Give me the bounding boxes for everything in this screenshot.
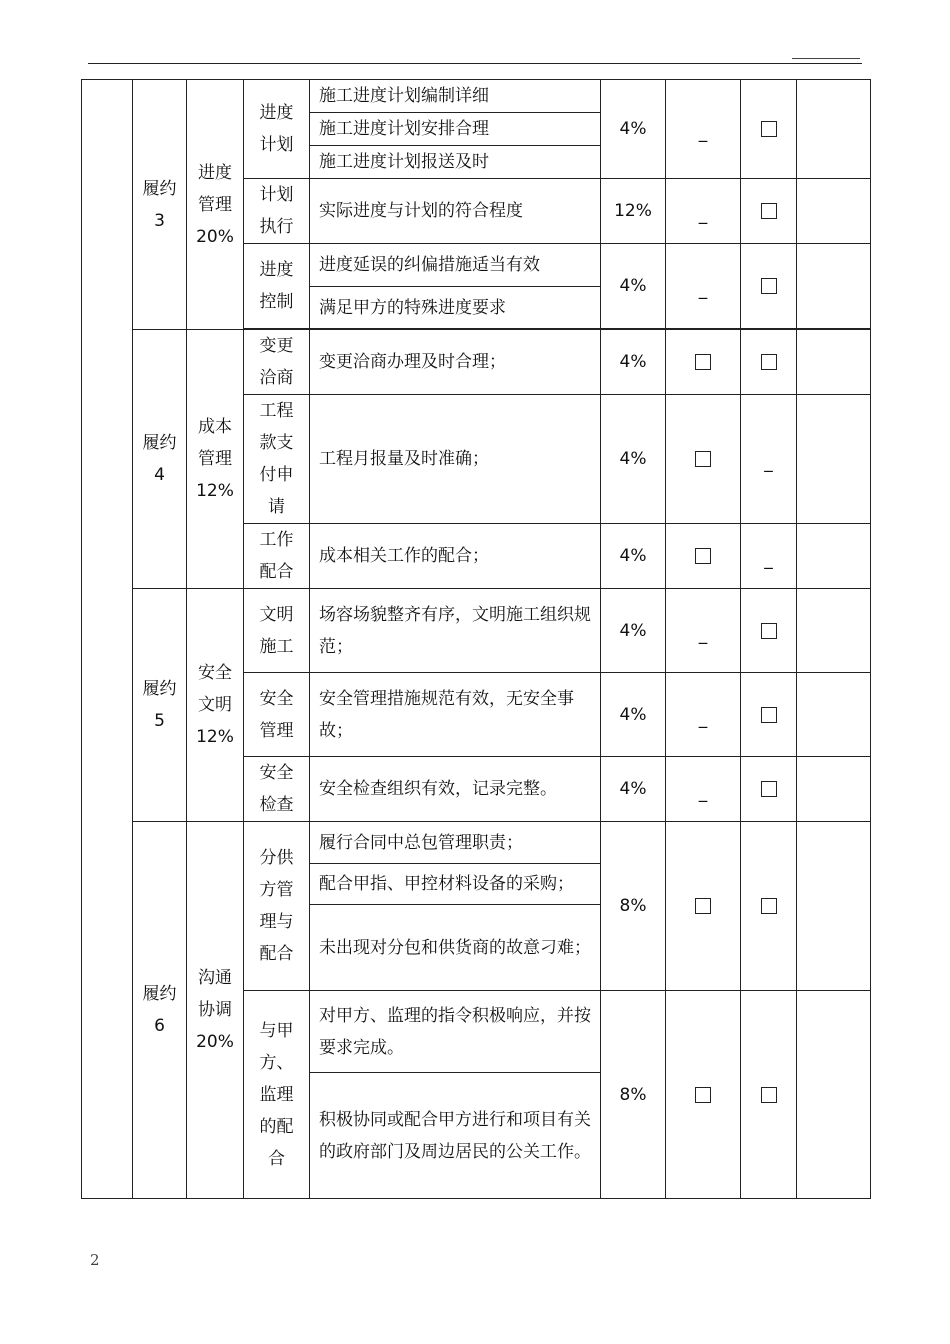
sub-criterion-cell: 安全管理	[244, 673, 310, 757]
category-cell: 沟通协调20%	[187, 822, 244, 1199]
sub-criterion-cell: 分供方管理与配合	[244, 822, 310, 991]
criterion-item: 未出现对分包和供货商的故意刁难；	[310, 905, 601, 991]
mark-cell-dash	[666, 589, 741, 673]
checkbox[interactable]	[695, 354, 711, 370]
stage-cell: 履约3	[133, 80, 187, 330]
sub-criterion-cell: 文明施工	[244, 589, 310, 673]
sub-criterion-cell: 工程款支付申请	[244, 395, 310, 524]
category-cell: 安全文明12%	[187, 589, 244, 822]
dash-mark: _	[698, 205, 708, 225]
blank-trailing-cell	[797, 244, 871, 329]
stage-cell: 履约6	[133, 822, 187, 1199]
mark-cell-checkbox	[741, 179, 797, 244]
dash-mark: _	[698, 280, 708, 300]
criterion-item: 成本相关工作的配合；	[310, 524, 601, 589]
sub-criterion-cell: 工作配合	[244, 524, 310, 589]
criterion-item: 满足甲方的特殊进度要求	[310, 287, 601, 329]
weight-cell: 4%	[601, 80, 666, 179]
sub-criterion-cell: 变更洽商	[244, 330, 310, 395]
criterion-item: 施工进度计划编制详细	[310, 80, 601, 113]
mark-cell-checkbox	[741, 80, 797, 179]
mark-cell-checkbox	[741, 330, 797, 395]
criterion-item: 安全管理措施规范有效，无安全事故；	[310, 673, 601, 757]
weight-cell: 4%	[601, 673, 666, 757]
sub-criterion-cell: 进度计划	[244, 80, 310, 179]
stage-cell: 履约5	[133, 589, 187, 822]
criterion-item: 施工进度计划安排合理	[310, 113, 601, 146]
checkbox[interactable]	[695, 451, 711, 467]
category-cell: 成本管理12%	[187, 330, 244, 589]
mark-cell-dash	[666, 673, 741, 757]
checkbox[interactable]	[761, 354, 777, 370]
weight-cell: 4%	[601, 395, 666, 524]
dash-mark: _	[698, 783, 708, 803]
blank-trailing-cell	[797, 179, 871, 244]
blank-trailing-cell	[797, 80, 871, 179]
checkbox[interactable]	[761, 1087, 777, 1103]
criterion-item: 施工进度计划报送及时	[310, 146, 601, 179]
criterion-item: 安全检查组织有效，记录完整。	[310, 757, 601, 822]
blank-trailing-cell	[797, 589, 871, 673]
weight-cell: 12%	[601, 179, 666, 244]
checkbox[interactable]	[761, 121, 777, 137]
mark-cell-checkbox	[741, 589, 797, 673]
blank-trailing-cell	[797, 673, 871, 757]
checkbox[interactable]	[761, 707, 777, 723]
blank-trailing-cell	[797, 991, 871, 1199]
mark-cell-dash	[666, 757, 741, 822]
weight-cell: 4%	[601, 330, 666, 395]
criterion-item: 场容场貌整齐有序，文明施工组织规范；	[310, 589, 601, 673]
criterion-item: 变更洽商办理及时合理；	[310, 330, 601, 395]
criterion-item: 实际进度与计划的符合程度	[310, 179, 601, 244]
checkbox[interactable]	[761, 278, 777, 294]
mark-cell-dash	[741, 395, 797, 524]
mark-cell-checkbox	[666, 395, 741, 524]
weight-cell: 4%	[601, 244, 666, 329]
checkbox[interactable]	[761, 623, 777, 639]
mark-cell-checkbox	[741, 673, 797, 757]
weight-cell: 8%	[601, 822, 666, 991]
checkbox[interactable]	[695, 898, 711, 914]
weight-cell: 4%	[601, 524, 666, 589]
weight-cell: 4%	[601, 757, 666, 822]
mark-cell-checkbox	[741, 757, 797, 822]
mark-cell-dash	[666, 179, 741, 244]
criterion-item: 工程月报量及时准确；	[310, 395, 601, 524]
mark-cell-checkbox	[741, 244, 797, 329]
checkbox[interactable]	[761, 203, 777, 219]
category-cell: 进度管理20%	[187, 80, 244, 330]
dash-mark: _	[698, 624, 708, 645]
criterion-item: 配合甲指、甲控材料设备的采购；	[310, 864, 601, 905]
page-number: 2	[90, 1251, 100, 1269]
criterion-item: 积极协同或配合甲方进行和项目有关的政府部门及周边居民的公关工作。	[310, 1073, 601, 1199]
criterion-item: 进度延误的纠偏措施适当有效	[310, 244, 601, 287]
mark-cell-checkbox	[666, 330, 741, 395]
stage-cell: 履约4	[133, 330, 187, 589]
blank-trailing-cell	[797, 330, 871, 395]
checkbox[interactable]	[695, 1087, 711, 1103]
criterion-item: 履行合同中总包管理职责；	[310, 822, 601, 864]
mark-cell-dash	[666, 244, 741, 329]
dash-mark: _	[698, 123, 708, 143]
mark-cell-dash	[741, 524, 797, 589]
sub-criterion-cell: 安全检查	[244, 757, 310, 822]
mark-cell-checkbox	[741, 822, 797, 991]
weight-cell: 8%	[601, 991, 666, 1199]
blank-trailing-cell	[797, 395, 871, 524]
sub-criterion-cell: 进度控制	[244, 244, 310, 329]
blank-trailing-cell	[797, 524, 871, 589]
evaluation-table	[81, 79, 871, 1199]
mark-cell-checkbox	[666, 524, 741, 589]
dash-mark: _	[764, 453, 773, 473]
checkbox[interactable]	[695, 548, 711, 564]
blank-trailing-cell	[797, 822, 871, 991]
mark-cell-checkbox	[666, 822, 741, 991]
criterion-item: 对甲方、监理的指令积极响应，并按要求完成。	[310, 991, 601, 1073]
blank-leading-column	[82, 80, 133, 1199]
mark-cell-checkbox	[741, 991, 797, 1199]
checkbox[interactable]	[761, 781, 777, 797]
header-short-rule	[792, 58, 860, 59]
sub-criterion-cell: 与甲方、监理的配合	[244, 991, 310, 1199]
dash-mark: _	[698, 708, 708, 729]
weight-cell: 4%	[601, 589, 666, 673]
mark-cell-checkbox	[666, 991, 741, 1199]
blank-trailing-cell	[797, 757, 871, 822]
dash-mark: _	[764, 550, 773, 570]
mark-cell-dash	[666, 80, 741, 179]
header-rule	[88, 63, 862, 64]
sub-criterion-cell: 计划执行	[244, 179, 310, 244]
checkbox[interactable]	[761, 898, 777, 914]
